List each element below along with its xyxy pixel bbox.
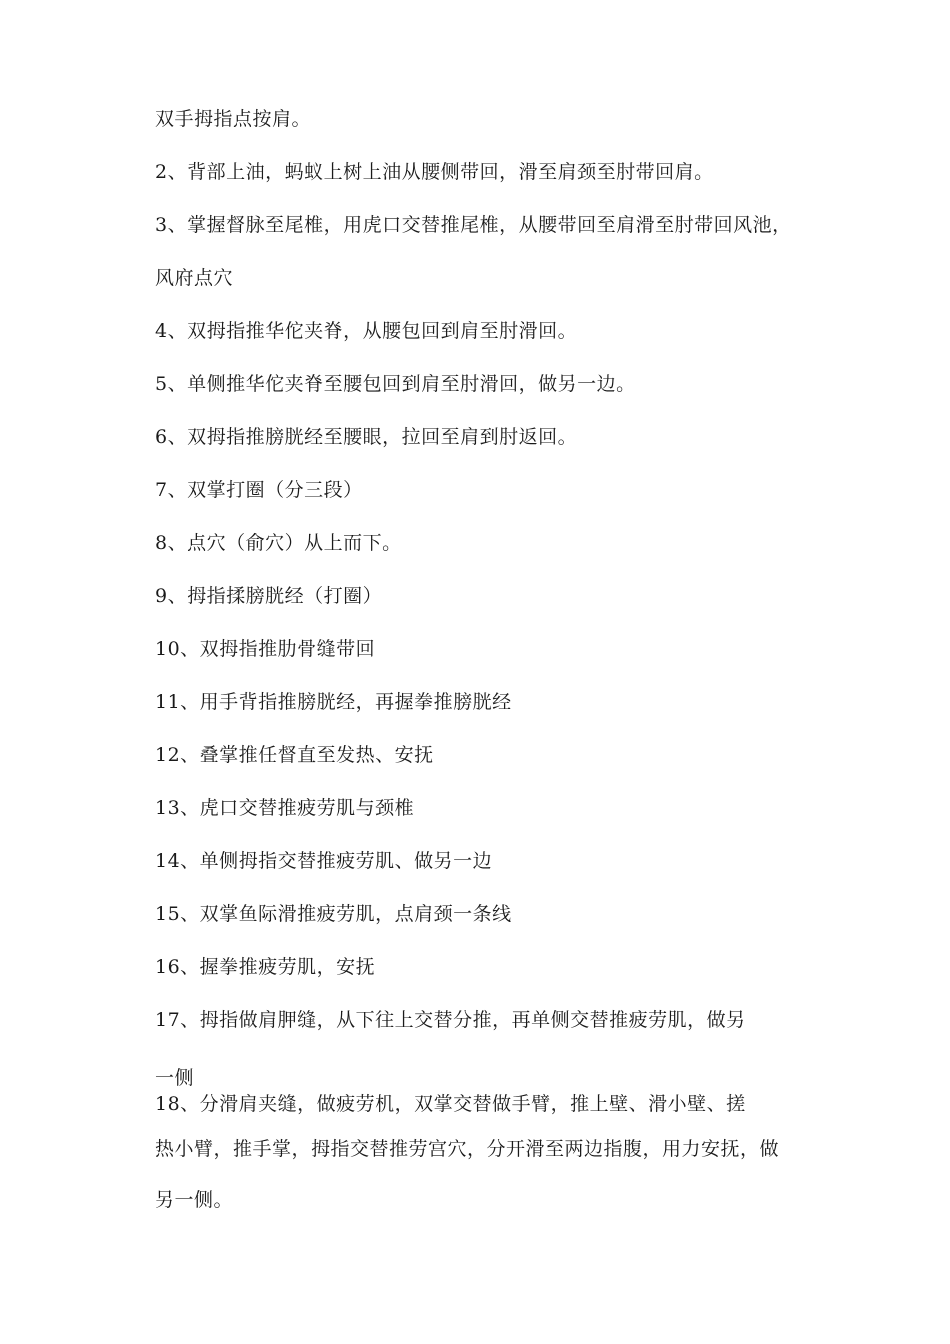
text-line-16: 15、双掌鱼际滑推疲劳肌，点肩颈一条线 — [155, 903, 512, 925]
text-line-20: 18、分滑肩夹缝，做疲劳机，双掌交替做手臂，推上壁、滑小壁、搓 — [155, 1093, 746, 1115]
text-line-18: 17、拇指做肩胛缝，从下往上交替分推，再单侧交替推疲劳肌，做另 — [155, 1009, 746, 1031]
text-line-17: 16、握拳推疲劳肌，安抚 — [155, 956, 376, 978]
text-line-8: 7、双掌打圈（分三段） — [155, 479, 363, 501]
text-line-1: 双手拇指点按肩。 — [155, 108, 312, 130]
text-line-19: 一侧 — [155, 1067, 195, 1089]
text-line-12: 11、用手背指推膀胱经，再握拳推膀胱经 — [155, 691, 512, 713]
text-line-4: 风府点穴 — [155, 267, 234, 289]
text-line-22: 另一侧。 — [155, 1189, 234, 1211]
text-line-7: 6、双拇指推膀胱经至腰眼，拉回至肩到肘返回。 — [155, 426, 578, 448]
text-line-14: 13、虎口交替推疲劳肌与颈椎 — [155, 797, 415, 819]
text-line-13: 12、叠掌推任督直至发热、安抚 — [155, 744, 434, 766]
text-line-5: 4、双拇指推华佗夹脊，从腰包回到肩至肘滑回。 — [155, 320, 578, 342]
text-line-21: 热小臂，推手掌，拇指交替推劳宫穴，分开滑至两边指腹，用力安抚，做 — [155, 1138, 780, 1160]
text-line-2: 2、背部上油，蚂蚁上树上油从腰侧带回，滑至肩颈至肘带回肩。 — [155, 161, 714, 183]
text-line-3: 3、掌握督脉至尾椎，用虎口交替推尾椎，从腰带回至肩滑至肘带回风池， — [155, 214, 792, 236]
text-line-10: 9、拇指揉膀胱经（打圈） — [155, 585, 383, 607]
text-line-6: 5、单侧推华佗夹脊至腰包回到肩至肘滑回，做另一边。 — [155, 373, 636, 395]
text-line-15: 14、单侧拇指交替推疲劳肌、做另一边 — [155, 850, 493, 872]
text-line-9: 8、点穴（俞穴）从上而下。 — [155, 532, 402, 554]
text-line-11: 10、双拇指推肋骨缝带回 — [155, 638, 376, 660]
